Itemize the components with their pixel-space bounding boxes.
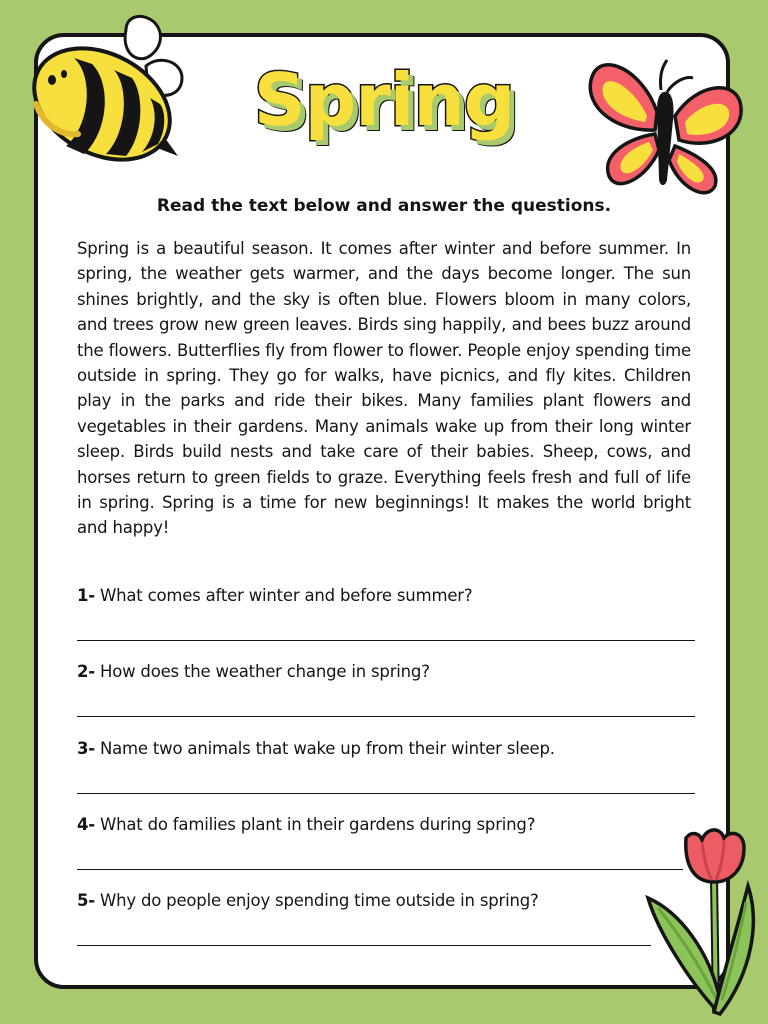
- question-number: 1-: [77, 586, 95, 605]
- question-text: What comes after winter and before summer?: [99, 586, 473, 605]
- instructions: Read the text below and answer the questions.: [156, 196, 612, 216]
- answer-line-5[interactable]: [77, 945, 651, 946]
- answer-line-1[interactable]: [77, 640, 695, 641]
- question-text: Name two animals that wake up from their winter sleep.: [99, 739, 555, 758]
- question-5: [77, 891, 697, 910]
- question-4: [77, 815, 697, 834]
- question-text: What do families plant in their gardens during spring?: [99, 815, 536, 834]
- answer-line-2[interactable]: [77, 716, 695, 717]
- reading-passage: Spring is a beautiful season. It comes after winter and before summer. In spring, the weather gets warmer, and the days become longer. The sun shines brightly, and the sky is often blue. Flowers bloom in many colors, and trees grow new green leaves. Birds sing happily, and bees buzz around the flowers. Butterflies fly from flower to flower. People enjoy spending time outside in spring. They go for walks, have picnics, and fly kites. Children play in the parks and ride their bikes. Many families plant flowers and vegetables in their gardens. Many animals wake up from their long winter sleep. Birds build nests and take care of their babies. Sheep, cows, and horses return to green fields to graze. Everything feels fresh and full of life in spring. Spring is a time for new beginnings! It makes the world bright and happy!: [77, 239, 691, 538]
- worksheet-title: Spring: [253, 58, 515, 142]
- answer-line-3[interactable]: [77, 793, 695, 794]
- question-number: 5-: [77, 891, 95, 910]
- tulip-icon: [640, 822, 760, 1022]
- question-number: 3-: [77, 739, 95, 758]
- question-3: [77, 739, 697, 758]
- question-2: [77, 662, 697, 681]
- question-1: [77, 586, 697, 605]
- question-number: 2-: [77, 662, 95, 681]
- answer-line-4[interactable]: [77, 869, 683, 870]
- question-text: Why do people enjoy spending time outside in spring?: [99, 891, 539, 910]
- question-number: 4-: [77, 815, 95, 834]
- question-text: How does the weather change in spring?: [99, 662, 430, 681]
